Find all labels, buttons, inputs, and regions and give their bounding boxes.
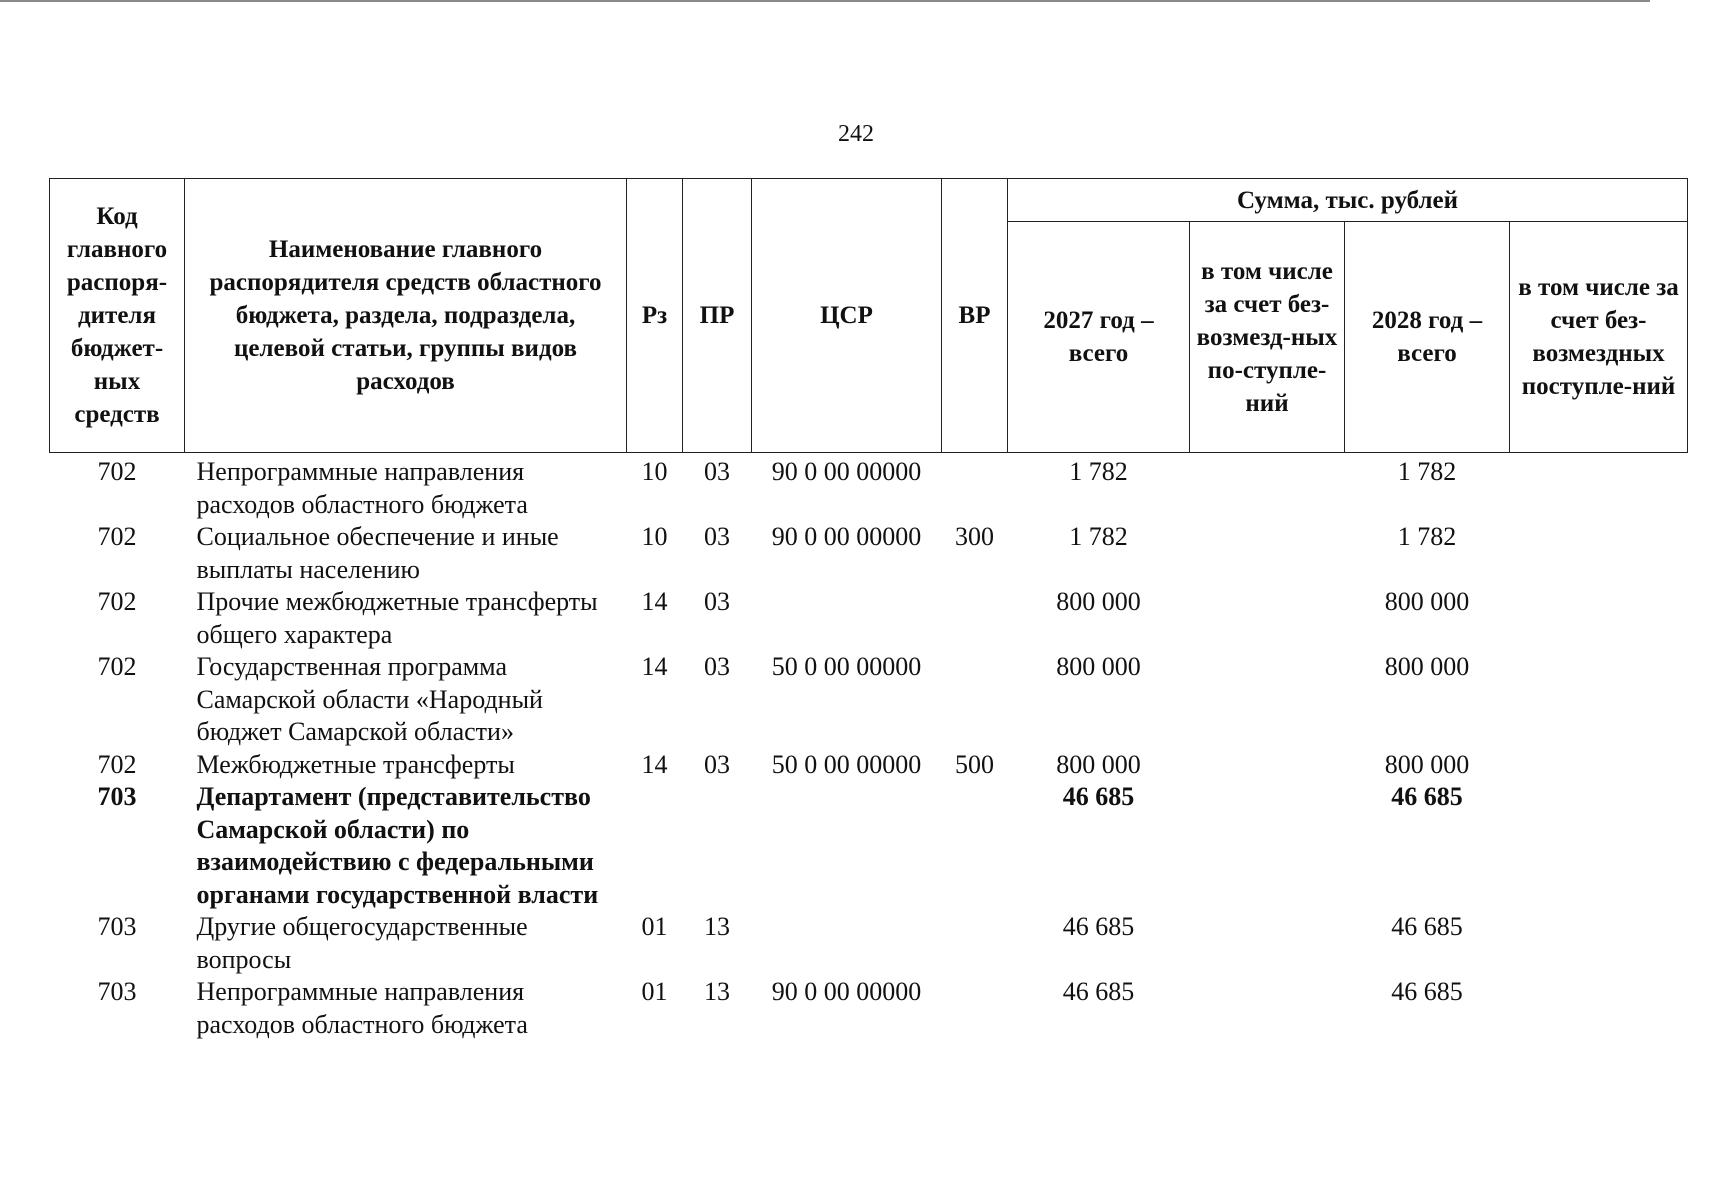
cell-total-2028: 800 000 [1384, 587, 1470, 616]
cell-name: Социальное обеспечение и иные выплаты населению [196, 522, 559, 584]
table-body [50, 453, 1688, 1042]
header-csr: ЦСР [752, 179, 942, 453]
table-header [50, 179, 1688, 453]
cell-total-2028: 1 782 [1397, 457, 1457, 486]
cell-rz: 14 [641, 652, 668, 681]
cell-free-2028 [1510, 976, 1688, 1041]
cell-free-2027 [1190, 781, 1345, 911]
top-rule [0, 0, 1650, 2]
cell-code: 703 [97, 782, 137, 811]
cell-pr: 13 [704, 912, 730, 941]
cell-total-2027: 1 782 [1069, 522, 1128, 551]
cell-vr [942, 781, 1008, 911]
table-row [50, 453, 1688, 522]
cell-free-2027 [1190, 651, 1345, 749]
cell-free-2028 [1510, 521, 1688, 586]
header-code: Код главного распоря-дителя бюджет-ных средств [50, 179, 185, 453]
table-row [50, 976, 1688, 1041]
cell-total-2027: 800 000 [1056, 749, 1141, 779]
cell-free-2027 [1190, 749, 1345, 782]
cell-name: Непрограммные направления расходов областного бюджета [196, 977, 528, 1039]
cell-vr [942, 911, 1008, 976]
cell-vr [942, 651, 1008, 749]
header-2027-total: 2027 год – всего [1008, 222, 1190, 453]
cell-vr [942, 976, 1008, 1041]
budget-table [49, 178, 1688, 1041]
header-rz: Рз [627, 179, 683, 453]
table-row [50, 586, 1688, 651]
cell-vr [942, 453, 1008, 522]
cell-total-2028: 46 685 [1391, 977, 1463, 1006]
cell-pr: 03 [704, 749, 730, 779]
cell-rz: 14 [641, 749, 668, 779]
cell-csr: 90 0 00 00000 [771, 457, 922, 486]
cell-code: 702 [97, 522, 137, 551]
table-row [50, 911, 1688, 976]
cell-rz: 10 [641, 457, 668, 486]
cell-vr: 500 [955, 749, 994, 779]
header-sum-group: Сумма, тыс. рублей [1008, 179, 1688, 222]
header-2028-free: в том числе за счет без-возмездных поступле-ний [1510, 222, 1688, 453]
header-name: Наименование главного распорядителя средств областного бюджета, раздела, подраздела, целевой статьи, группы видов расходов [185, 179, 627, 453]
table-row [50, 749, 1688, 782]
cell-free-2028 [1510, 586, 1688, 651]
cell-total-2027: 46 685 [1062, 912, 1135, 941]
table-row [50, 521, 1688, 586]
cell-csr: 50 0 00 00000 [771, 749, 922, 779]
cell-free-2027 [1190, 586, 1345, 651]
header-vr: ВР [942, 179, 1008, 453]
table-row-department [50, 781, 1688, 911]
cell-total-2027: 46 685 [1062, 782, 1135, 811]
cell-name: Непрограммные направления расходов областного бюджета [196, 457, 528, 519]
header-2028-total: 2028 год – всего [1345, 222, 1510, 453]
cell-pr: 03 [704, 652, 730, 681]
cell-free-2028 [1510, 749, 1688, 782]
cell-rz: 10 [641, 522, 668, 551]
cell-free-2028 [1510, 781, 1688, 911]
page-number: 242 [838, 121, 874, 147]
cell-total-2028: 800 000 [1384, 652, 1470, 681]
cell-free-2027 [1190, 453, 1345, 522]
cell-pr: 13 [704, 977, 730, 1006]
cell-vr [942, 586, 1008, 651]
cell-pr [683, 781, 752, 911]
cell-vr: 300 [955, 522, 994, 551]
cell-rz: 01 [641, 912, 668, 941]
cell-free-2027 [1190, 911, 1345, 976]
cell-name: Прочие межбюджетные трансферты общего характера [196, 587, 598, 649]
cell-pr: 03 [704, 522, 730, 551]
cell-code: 703 [97, 977, 137, 1006]
cell-total-2027: 800 000 [1056, 652, 1141, 681]
cell-free-2028 [1510, 651, 1688, 749]
cell-total-2028: 46 685 [1391, 912, 1463, 941]
cell-rz [627, 781, 683, 911]
cell-total-2027: 800 000 [1056, 587, 1141, 616]
cell-free-2027 [1190, 976, 1345, 1041]
cell-csr: 50 0 00 00000 [771, 652, 922, 681]
cell-free-2027 [1190, 521, 1345, 586]
cell-pr: 03 [704, 457, 730, 486]
cell-name: Департамент (представительство Самарской области) по взаимодействию с федеральными органами государственной власти [196, 782, 599, 909]
cell-rz: 14 [641, 587, 668, 616]
cell-name: Межбюджетные трансферты [196, 749, 515, 779]
cell-total-2027: 1 782 [1069, 457, 1128, 486]
cell-total-2028: 46 685 [1391, 782, 1463, 811]
cell-code: 702 [97, 749, 137, 779]
cell-code: 702 [97, 587, 137, 616]
cell-csr: 90 0 00 00000 [771, 522, 922, 551]
cell-csr: 90 0 00 00000 [771, 977, 922, 1006]
cell-csr [752, 586, 942, 651]
cell-free-2028 [1510, 911, 1688, 976]
cell-total-2028: 1 782 [1397, 522, 1457, 551]
cell-code: 702 [97, 652, 137, 681]
table-row [50, 651, 1688, 749]
header-pr: ПР [683, 179, 752, 453]
header-2027-free: в том числе за счет без-возмезд-ных по-ступле-ний [1190, 222, 1345, 453]
cell-csr [752, 911, 942, 976]
cell-code: 702 [97, 457, 137, 486]
cell-name: Государственная программа Самарской области «Народный бюджет Самарской области» [196, 652, 543, 746]
cell-csr [752, 781, 942, 911]
cell-total-2027: 46 685 [1062, 977, 1135, 1006]
cell-total-2028: 800 000 [1384, 749, 1470, 779]
cell-name: Другие общегосударственные вопросы [196, 912, 528, 974]
cell-free-2028 [1510, 453, 1688, 522]
cell-code: 703 [97, 912, 137, 941]
cell-rz: 01 [641, 977, 668, 1006]
cell-pr: 03 [704, 587, 730, 616]
